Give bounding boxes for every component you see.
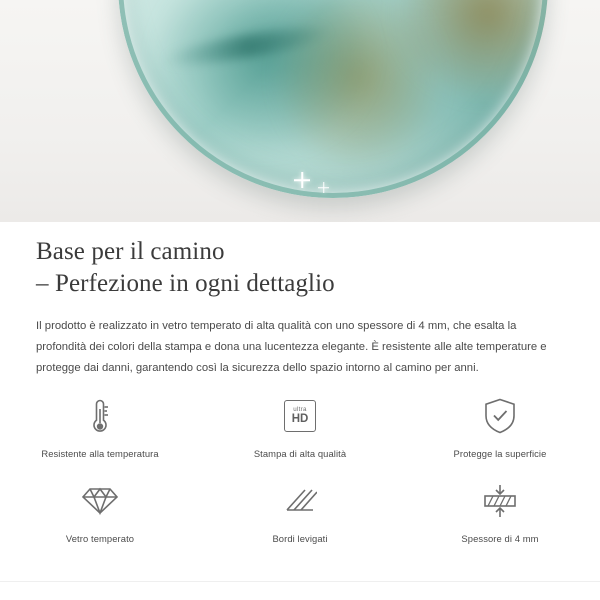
ultra-hd-badge-top: ultra <box>293 405 307 413</box>
headline-line-1: Base per il camino <box>36 238 225 265</box>
headline-line-2: – Perfezione in ogni dettaglio <box>36 270 335 297</box>
thickness-arrows-icon <box>480 477 520 525</box>
page-bottom-strip <box>0 581 600 600</box>
body-paragraph: Il prodotto è realizzato in vetro temperato di alta qualità con uno spessore di 4 mm, che esalta la profondità dei colori della stampa e dona una lucentezza elegante. È resistente alle alte temperature e protegge dai danni, garantendo così la sicurezza dello spazio intorno al camino per anni. <box>36 320 547 374</box>
diamond-icon <box>81 477 119 525</box>
feature-label: Protegge la superficie <box>453 448 547 459</box>
feature-label: Spessore di 4 mm <box>461 533 539 544</box>
page-title <box>0 222 600 300</box>
feature-item <box>200 477 400 544</box>
feature-label: Stampa di alta qualità <box>253 448 347 459</box>
feature-item <box>0 392 200 459</box>
feature-label: Bordi levigati <box>272 533 328 544</box>
feature-label: Vetro temperato <box>65 533 135 544</box>
polished-edges-icon <box>283 477 317 525</box>
feature-grid <box>0 392 600 544</box>
feature-item <box>0 477 200 544</box>
thermometer-icon <box>88 392 112 440</box>
ultra-hd-badge-bottom: HD <box>291 412 309 425</box>
sparkle-icon <box>318 182 329 193</box>
sparkle-icon <box>294 172 310 188</box>
feature-item <box>400 477 600 544</box>
feature-item <box>400 392 600 459</box>
shield-check-icon <box>483 392 517 440</box>
text-block <box>0 222 600 379</box>
feature-label: Resistente alla temperatura <box>41 448 159 459</box>
feature-item <box>200 392 400 459</box>
ultra-hd-icon <box>284 392 316 440</box>
hero-image <box>0 0 600 222</box>
